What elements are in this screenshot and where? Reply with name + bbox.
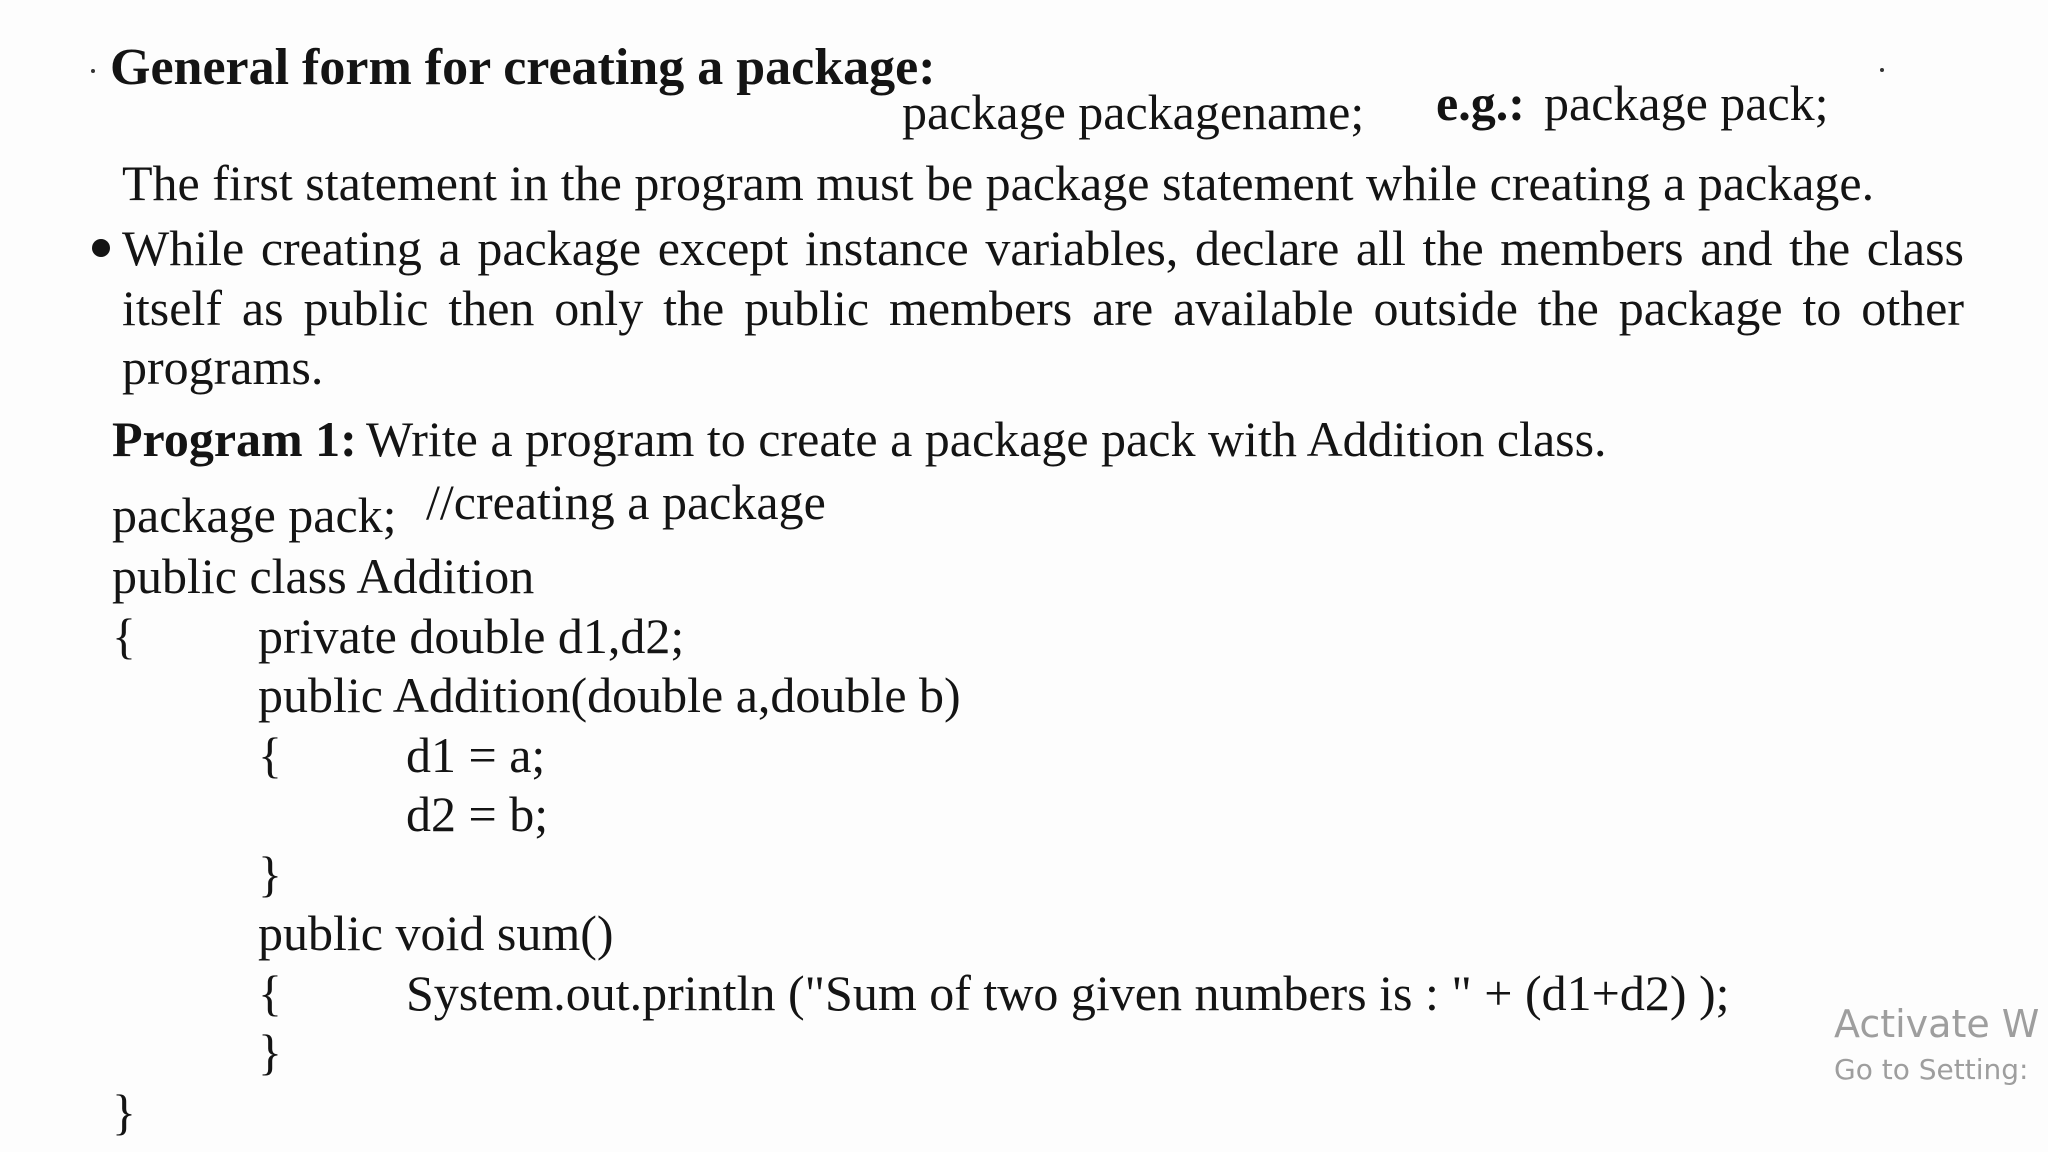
code-line-package: package pack; (112, 487, 397, 543)
bullet-point (92, 239, 110, 257)
code-brace-open-class: { (112, 608, 136, 664)
example-value: package pack; (1544, 75, 1829, 131)
stray-dot-left (91, 69, 95, 73)
general-syntax: package packagename; (902, 84, 1365, 140)
code-comment: //creating a package (426, 474, 826, 530)
code-brace-close-sum: } (258, 1024, 282, 1080)
bullet-line-2: itself as public then only the public members are available outside the package to other (122, 280, 1964, 336)
code-brace-open-constructor: { (258, 727, 282, 783)
activation-watermark-title: Activate W (1834, 1002, 2040, 1046)
code-line-fields: private double d1,d2; (258, 608, 685, 664)
code-line-println: System.out.println ("Sum of two given numbers is : " + (d1+d2) ); (406, 965, 1730, 1021)
program-title: Write a program to create a package pack with Addition class. (366, 411, 1607, 467)
bullet-line-3: programs. (122, 339, 324, 395)
code-line-class: public class Addition (112, 548, 535, 604)
bullet-line-1: While creating a package except instance variables, declare all the members and the class (122, 220, 1964, 276)
code-line-assign-d2: d2 = b; (406, 786, 549, 842)
activation-watermark-subtitle: Go to Setting: (1834, 1053, 2029, 1086)
code-line-sum-method: public void sum() (258, 905, 614, 961)
code-brace-open-sum: { (258, 965, 282, 1021)
stray-dot-right (1880, 68, 1884, 72)
code-line-constructor: public Addition(double a,double b) (258, 667, 961, 723)
code-brace-close-constructor: } (258, 846, 282, 902)
first-statement-text: The first statement in the program must be package statement while creating a package. (122, 155, 1875, 211)
section-heading: General form for creating a package: (110, 39, 936, 96)
program-label: Program 1: (112, 411, 357, 467)
example-label: e.g.: (1436, 75, 1525, 131)
code-brace-close-class: } (112, 1084, 136, 1140)
code-line-assign-d1: d1 = a; (406, 727, 546, 783)
